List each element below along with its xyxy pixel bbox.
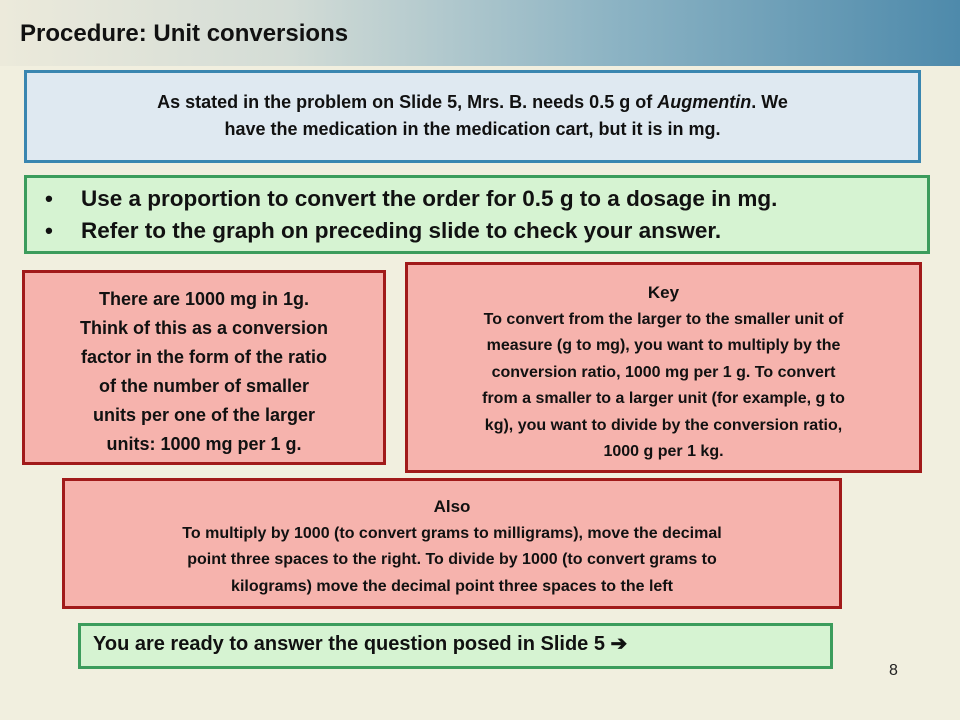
intro-text-1a: As stated in the problem on Slide 5, Mrs. B. needs 0.5 g of <box>157 92 658 112</box>
key-line: from a smaller to a larger unit (for example, g to <box>482 390 845 407</box>
bullet-item <box>45 215 927 247</box>
also-box <box>62 478 842 609</box>
key-line: 1000 g per 1 kg. <box>603 443 724 460</box>
page-number: 8 <box>889 662 898 679</box>
intro-line-2: have the medication in the medication cart, but it is in mg. <box>224 119 721 139</box>
also-line: point three spaces to the right. To divide by 1000 (to convert grams to <box>187 551 717 568</box>
slide-title: Procedure: Unit conversions <box>20 20 349 47</box>
conversion-line: There are 1000 mg in 1g. <box>98 289 310 309</box>
bullet-text: Refer to the graph on preceding slide to check your answer. <box>81 218 722 243</box>
key-heading: Key <box>647 283 680 302</box>
conversion-line: factor in the form of the ratio <box>80 347 327 367</box>
bullet-item <box>45 183 927 215</box>
drug-name: Augmentin <box>657 92 752 112</box>
key-line: measure (g to mg), you want to multiply by the <box>486 337 841 354</box>
also-line: kilograms) move the decimal point three spaces to the left <box>231 577 673 595</box>
bullet-box <box>24 175 930 254</box>
intro-box <box>24 70 921 163</box>
bullet-text: Use a proportion to convert the order for 0.5 g to a dosage in mg. <box>81 186 778 211</box>
conversion-line: units: 1000 mg per 1 g. <box>106 434 302 454</box>
key-line: To convert from the larger to the smaller unit of <box>483 310 844 328</box>
conversion-line: Think of this as a conversion <box>79 318 329 338</box>
also-heading: Also <box>433 497 471 516</box>
intro-line-1 <box>27 89 918 116</box>
conversion-line: of the number of smaller <box>98 376 310 396</box>
also-line: To multiply by 1000 (to convert grams to milligrams), move the decimal <box>182 524 722 542</box>
ready-box[interactable] <box>78 623 833 669</box>
conversion-line: units per one of the larger <box>92 405 316 425</box>
conversion-factor-box <box>22 270 386 465</box>
key-box <box>405 262 922 473</box>
key-line: kg), you want to divide by the conversion ratio, <box>484 416 843 434</box>
bullet-marker: • <box>45 186 53 211</box>
ready-text: You are ready to answer the question posed in Slide 5 <box>93 633 611 655</box>
arrow-right-icon: ➔ <box>610 633 628 655</box>
intro-text-1b: . We <box>751 92 788 112</box>
key-line: conversion ratio, 1000 mg per 1 g. To convert <box>491 363 836 381</box>
bullet-marker: • <box>45 218 53 243</box>
